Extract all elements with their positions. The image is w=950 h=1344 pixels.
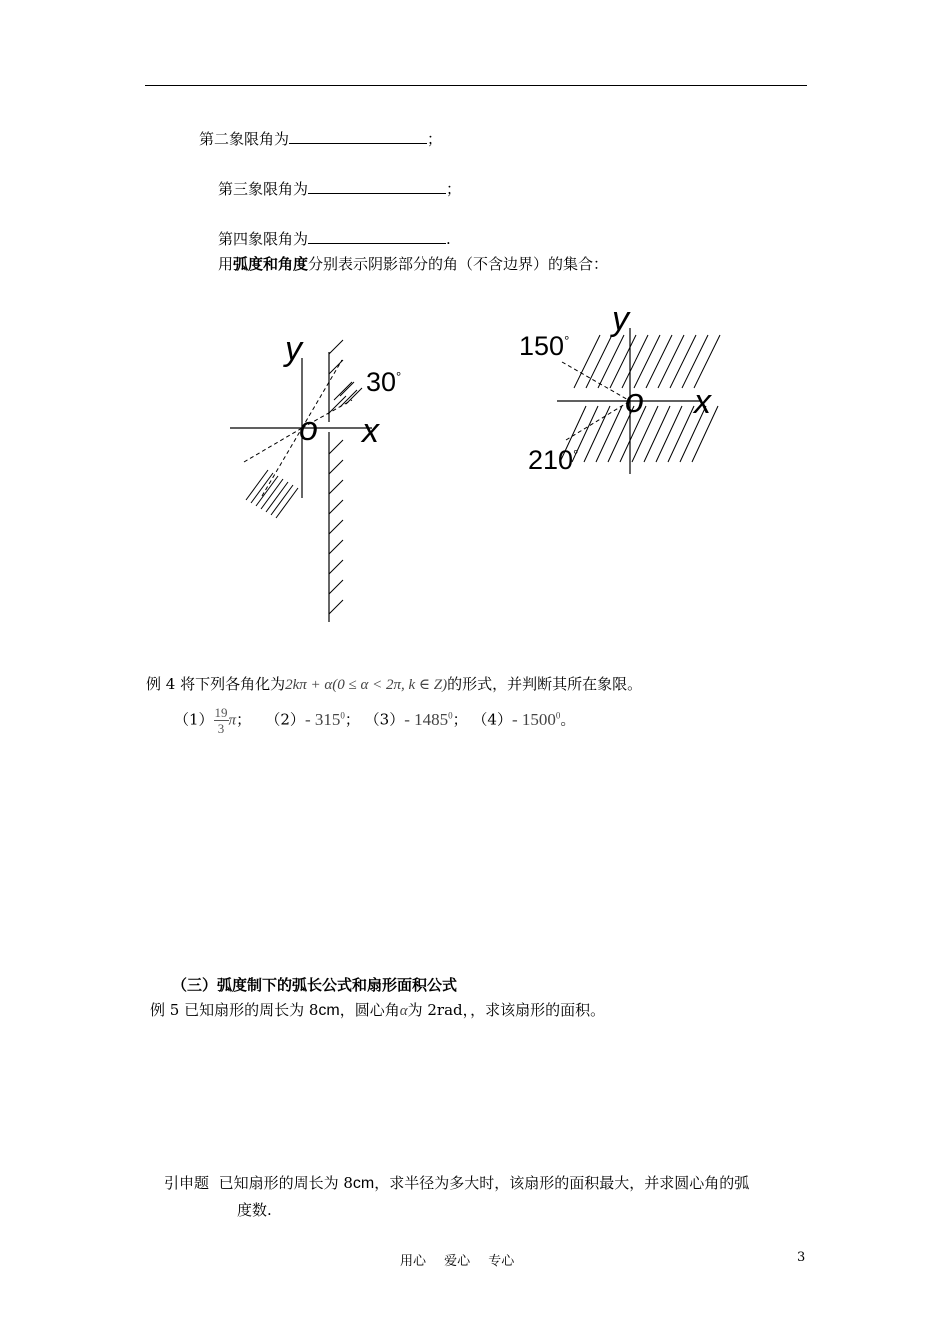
fig1-o-label: o [299,410,318,448]
fourth-quadrant-label: 第四象限角为 [218,230,309,248]
fig2-o-label: o [625,382,644,420]
hatch-line [694,335,720,388]
example-4-formula: 2kπ + α(0 ≤ α < 2π, k ∈ Z) [285,677,448,693]
fig1-x-label: x [362,412,379,450]
footer-motto: 用心 爱心 专心 [400,1254,515,1269]
fig2-angle-top-label: 150° [519,331,570,361]
value-neg-1485: - 1485$^0$ [404,709,453,729]
hatch-line [574,335,600,388]
hatch-line [622,335,648,388]
value-neg-315: - $315^0$ [304,709,345,729]
fig1-y-label: y [285,330,302,368]
fraction-19-3: $\frac{19}{3}$ [214,705,228,736]
instruction-text: 用弧度和角度分别表示阴影部分的角（不含边界）的集合： [218,255,609,273]
fig2-angle-bottom-label: 210° [528,445,579,475]
fig2-x-label: x [694,383,711,421]
third-quadrant-line: 第三象限角为 ； [218,180,462,198]
fig1-angle-label: 30° [366,367,402,397]
hatch-line [610,335,636,388]
hatch-line [646,335,672,388]
hatch-line [644,406,670,462]
hatch-line [658,335,684,388]
hatch-line [668,406,694,462]
example-4-label: 例 4 [146,675,176,693]
hatch-line [670,335,696,388]
second-quadrant-label: 第二象限角为 [199,130,290,148]
third-quadrant-label: 第三象限角为 [218,180,309,198]
hatch-line [586,335,612,388]
example-4-items: （1） $\frac{19}{3}$ π； （2）- $315^0$； （3）- 1485$^0$； （4）- 1500$^0$。 [174,705,576,736]
page-number: 3 [797,1250,806,1265]
hatch-line [596,406,622,462]
extension-line-2: 度数. [237,1201,272,1219]
second-quadrant-line: 第二象限角为 ； [199,130,443,148]
value-neg-1500: - 1500$^0$ [511,709,561,729]
extension-problem: 引申题 已知扇形的周长为 8cm，求半径为多大时，该扇形的面积最大，并求圆心角的弧 [164,1174,750,1192]
hatch-line [634,335,660,388]
hatch-line [656,406,682,462]
example-5-statement: 例 5 已知扇形的周长为 8cm，圆心角α为 2rad，，求该扇形的面积。 [150,1001,606,1019]
example-4-statement: 例 4 将下列各角化为2kπ + α(0 ≤ α < 2π, k ∈ Z)的形式，并判断其所在象限。 [146,675,643,693]
fourth-quadrant-line: 第四象限角为 . [218,230,451,248]
hatch-line [682,335,708,388]
hatch-line [598,335,624,388]
fig2-y-label: y [612,300,629,338]
extension-label: 引申题 [164,1174,210,1192]
instruction-bold: 弧度和角度 [233,255,309,273]
section-3-title: （三）弧度制下的弧长公式和扇形面积公式 [172,976,458,994]
hatch-line [584,406,610,462]
